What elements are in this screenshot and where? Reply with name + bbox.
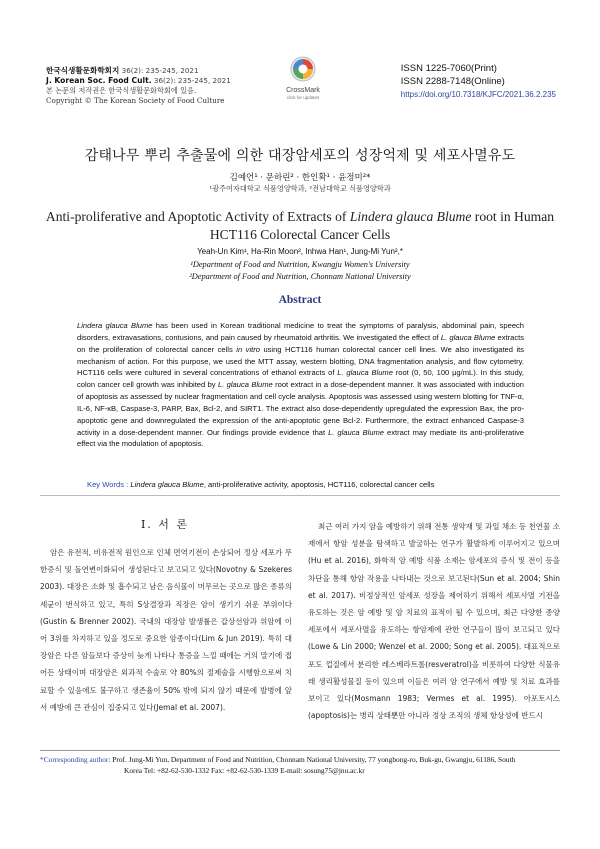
crossmark-badge[interactable] — [282, 56, 324, 101]
affiliation-korean: ¹광주여자대학교 식품영양학과, ²전남대학교 식품영양학과 — [209, 184, 391, 193]
authors-korean: 김예언¹ · 문하린² · 한인확¹ · 윤정미²* — [229, 173, 371, 183]
authors-english: Yeah-Un Kim¹, Ha-Rin Moon², Inhwa Han¹, Jung-Mi Yun²,* — [197, 247, 403, 256]
journal-header — [46, 66, 231, 106]
journal-name-ko: 한국식생활문화학회지 — [46, 66, 120, 75]
keywords-label: Key Words : — [87, 480, 129, 489]
corresponding-author-footnote: *Corresponding author: Prof. Jung-Mi Yun, Department of Food and Nutrition, Chonnam National University, 77 yongbong-ro, Buk-gu, Gwangju, 61186, South Korea Tel: +82-62-530-1332 Fax: +82-62-530-1339 E-mail: sosung75@jnu.ac.kr — [40, 755, 516, 775]
footnote-divider — [40, 750, 560, 751]
body-left-column: 암은 유전적, 비유전적 원인으로 인체 면역기전이 손상되어 정상 세포가 무한증식 및 돌연변이화되어 생성된다고 보고되고 있다(Novotny & Szekeres 2003). 대장은 소화 및 흡수되고 남은 음식물이 머무르는 곳으로 많은 종류의 세균이 번식하고 있고, 특히 S상결장과 직장은 암이 생기기 쉬운 부위이다(Gustin & Brenner 2002). 국내의 대장암 발생률은 갑상선암과 위암에 이어 3위를 차지하고 있을 정도로 중요한 암종이다(Lim & Jun 2019). 특히 대장암은 다른 암들보다 증상이 늦게 나타나 통증을 느낄 때에는 거의 말기에 접어든 상태이며 대장암은 외과적 수술로 약 80%의 절제술을 시행함으로써 치료할 수 있음에도 불구하고 생존율이 50% 밖에 되지 않기 때문에 발병에 앞서 예방에 큰 관심이 집중되고 있다(Jemal et al. 2007). — [40, 548, 292, 712]
crossmark-sub: click for updates — [286, 95, 320, 100]
issn-online: ISSN 2288-7148(Online) — [400, 76, 505, 87]
abstract-heading: Abstract — [278, 294, 322, 306]
title-english: Anti-proliferative and Apoptotic Activity of Extracts of Lindera glauca Blume root in Human HCT116 Colorectal Cancer Cells — [45, 209, 555, 242]
title-species: Lindera glauca Blume — [349, 209, 472, 224]
journal-volume-en: 36(2): 235-245, 2021 — [151, 76, 231, 85]
issn-block — [401, 62, 556, 101]
issn-print: ISSN 1225-7060(Print) — [400, 63, 497, 74]
keywords: Key Words : Lindera glauca Blume, anti-proliferative activity, apoptosis, HCT116, colorectal cancer cells — [87, 480, 435, 489]
footnote-label: *Corresponding author: — [40, 755, 111, 764]
journal-volume-ko: 36(2): 235-245, 2021 — [119, 66, 199, 75]
body-right-column: 최근 여러 가지 암을 예방하기 위해 전통 생약재 및 과일 채소 등 천연물 소재에서 항암 성분을 탐색하고 발굴하는 연구가 활발하게 이루어지고 있으며(Hu et al. 2016), 화학적 암 예방 식품 소재는 암세포의 증식 및 전이 등을 차단을 통해 항암 작용을 나타내는 것으로 보고된다(Sun et al. 2004; Shin et al. 2017). 비정상적인 암세포 성장을 제어하기 위해서 세포사멸 기전을 유도하는 것은 암 예방 및 암 치료의 표적이 될 수 있으며, 최근 다양한 종양 세포에서 세포사멸을 유도하는 항암제에 관한 연구들이 많이 보고되고 있다(Lowe & Lin 2000; Wenzel et al. 2000; Song et al. 2005). 대표적으로 포도 껍질에서 분리한 레스베라트롤(resveratrol)을 비롯하여 다양한 식물유래 생리활성물질 등이 있으며 이들은 여러 암 연구에서 예방 및 치료 효과를 보이고 있다(Mosmann 1983; Vermes et al. 1995). 아포토시스(apoptosis)는 병리 상태뿐만 아니라 정상 조직의 생체 항상성에 반드시 — [308, 522, 560, 721]
divider — [40, 495, 560, 496]
abstract-body: Lindera glauca Blume has been used in Korean traditional medicine to treat the symptoms of paralysis, abdominal pain, speech disorders, extravasations, contusions, and pain caused by rheumatoid arthritis. We investigated the effect of L. glauca Blume extracts on the proliferation of colorectal cancer cells in vitro using HCT116 human colorectal cancer cell lines. We also investigated its mechanism of action. For this purpose, we used the MTT assay, western blotting, DNA fragmentation analysis, and flow cytometry. HCT116 cells were cultured in several concentrations of ethanol extracts of L. glauca Blume root (0, 50, 100 μg/mL). In this study, colon cancer cell growth was inhibited by L. glauca Blume root extract in a dose-dependent manner. It was associated with induction of apoptosis as assessed by nuclear fragmentation and cell cycle analysis. Apoptosis was assessed using western blotting for TNF-α, IL-6, NF-κB, Caspase-3, PARP, Bax, Bcl-2, and SIRT1. The extract also dose-dependently upregulated the expression Bax, the pro-apoptotic gene and downregulated the expression of the anti-apoptotic gene Bcl-2. Furthermore, the extract enhanced Caspase-3 activity in a dose-dependent manner. Our findings provide evidence that L. glauca Blume extract may mediate its anti-proliferative effect via the modulation of apoptosis. — [77, 321, 525, 449]
title-korean: 감태나무 뿌리 추출물에 의한 대장암세포의 성장억제 및 세포사멸유도 — [84, 148, 516, 164]
affiliation-english: ¹Department of Food and Nutrition, Kwangju Women's University ²Department of Food and Nutrition, Chonnam National University — [189, 260, 411, 281]
crossmark-icon — [290, 56, 316, 82]
section-title: Ⅰ. 서 론 — [140, 518, 190, 531]
license-note: 본 논문의 저작권은 한국식생활문화학회에 있음. — [46, 86, 197, 95]
doi-link[interactable]: https://doi.org/10.7318/KJFC/2021.36.2.235 — [400, 90, 556, 99]
journal-name-en: J. Korean Soc. Food Cult. — [46, 76, 152, 85]
copyright-line: Copyright © The Korean Society of Food Culture — [46, 96, 225, 105]
crossmark-label: CrossMark — [286, 87, 320, 94]
